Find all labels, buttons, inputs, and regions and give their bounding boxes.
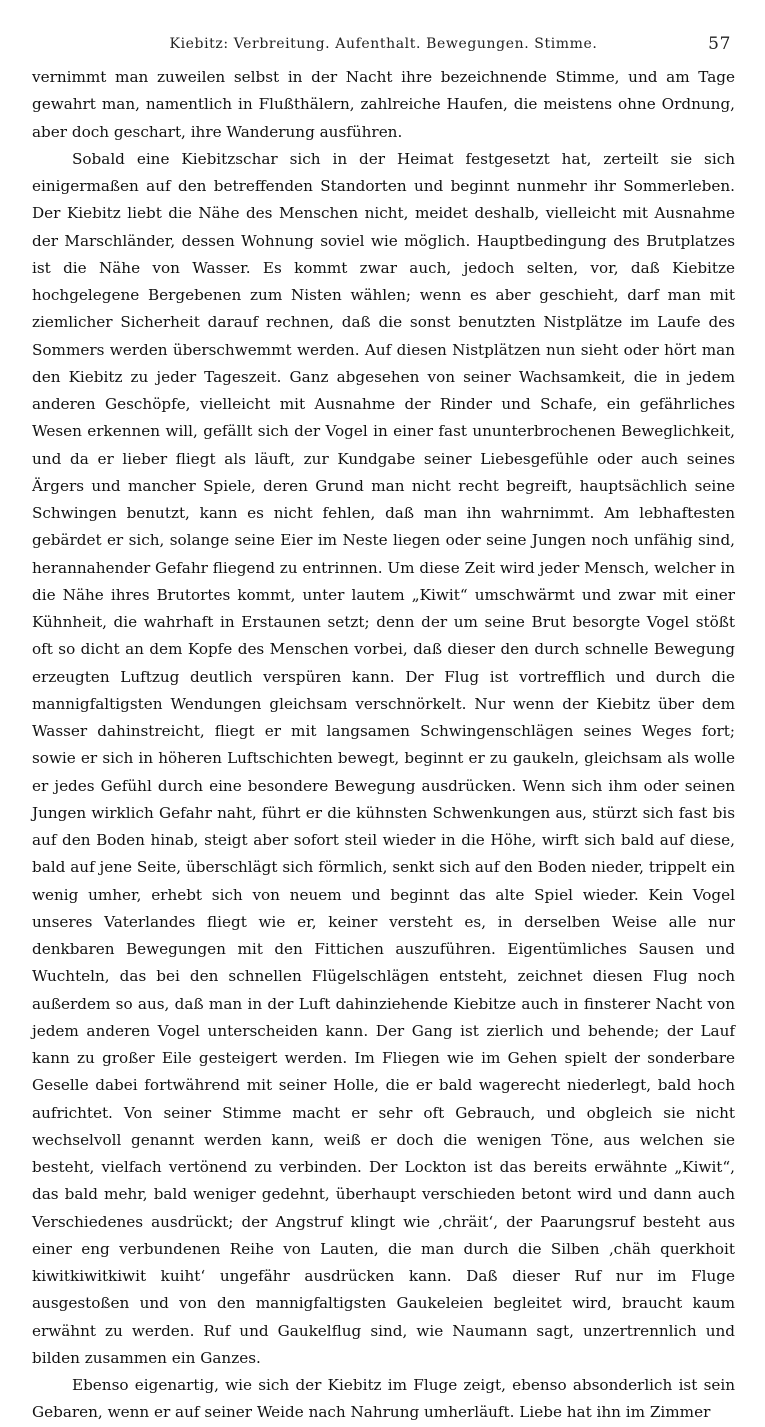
running-head	[32, 32, 735, 58]
paragraph-continuation: vernimmt man zuweilen selbst in der Nacht ihre bezeichnende Stimme, und am Tage gewahrt man, namentlich in Flußthälern, zahlreiche Haufen, die meistens ohne Ordnung, aber doch geschart, ihre Wanderung ausführen.	[32, 68, 735, 141]
running-title: Kiebitz: Verbreitung. Aufenthalt. Bewegungen. Stimme.	[169, 36, 598, 52]
page-number: 57	[708, 34, 731, 54]
body-text	[32, 64, 735, 1427]
paragraph-main: Sobald eine Kiebitzschar sich in der Heimat festgesetzt hat, zerteilt sie sich einigermaßen auf den betreffenden Standorten und beginnt nunmehr ihr Sommerleben. Der Kiebitz liebt die Nähe des Menschen nicht, meidet deshalb, vielleicht mit Ausnahme der Marschländer, dessen Wohnung soviel wie möglich. Hauptbedingung des Brutplatzes ist die Nähe von Wasser. Es kommt zwar auch, jedoch selten, vor, daß Kiebitze hochgelegene Bergebenen zum Nisten wählen; wenn es aber geschieht, darf man mit ziemlicher Sicherheit darauf rechnen, daß die sonst benutzten Nistplätze im Laufe des Sommers werden überschwemmt werden. Auf diesen Nistplätzen nun sieht oder hört man den Kiebitz zu jeder Tageszeit. Ganz abgesehen von seiner Wachsamkeit, die in jedem anderen Geschöpfe, vielleicht mit Ausnahme der Rinder und Schafe, ein gefährliches Wesen erkennen will, gefällt sich der Vogel in einer fast ununterbrochenen Beweglichkeit, und da er lieber fliegt als läuft, zur Kundgabe seiner Liebesgefühle oder auch seines Ärgers und mancher Spiele, deren Grund man nicht recht begreift, hauptsächlich seine Schwingen benutzt, kann es nicht fehlen, daß man ihn wahrnimmt. Am lebhaftesten gebärdet er sich, solange seine Eier im Neste liegen oder seine Jungen noch unfähig sind, herannahender Gefahr fliegend zu entrinnen. Um diese Zeit wird jeder Mensch, welcher in die Nähe ihres Brutortes kommt, unter lautem „Kiwit“ umschwärmt und zwar mit einer Kühnheit, die wahrhaft in Erstaunen setzt; denn der um seine Brut besorgte Vogel stößt oft so dicht an dem Kopfe des Menschen vorbei, daß dieser den durch schnelle Bewegung erzeugten Luftzug deutlich verspüren kann. Der Flug ist vortrefflich und durch die mannigfaltigsten Wendungen gleichsam verschnörkelt. Nur wenn der Kiebitz über dem Wasser dahinstreicht, fliegt er mit langsamen Schwingenschlägen seines Weges fort; sowie er sich in höheren Luftschichten bewegt, beginnt er zu gaukeln, gleichsam als wolle er jedes Gefühl durch eine besondere Bewegung ausdrücken. Wenn sich ihm oder seinen Jungen wirklich Gefahr naht, führt er die kühnsten Schwenkungen aus, stürzt sich fast bis auf den Boden hinab, steigt aber sofort steil wieder in die Höhe, wirft sich bald auf diese, bald auf jene Seite, überschlägt sich förmlich, senkt sich auf den Boden nieder, trippelt ein wenig umher, erhebt sich von neuem und beginnt das alte Spiel wieder. Kein Vogel unseres Vaterlandes fliegt wie er, keiner versteht es, in derselben Weise alle nur denkbaren Bewegungen mit den Fittichen auszuführen. Eigentümliches Sausen und Wuchteln, das bei den schnellen Flügelschlägen entsteht, zeichnet diesen Flug noch außerdem so aus, daß man in der Luft dahinziehende Kiebitze auch in finsterer Nacht von jedem anderen Vogel unterscheiden kann. Der Gang ist zierlich und behende; der Lauf kann zu großer Eile gesteigert werden. Im Fliegen wie im Gehen spielt der sonderbare Geselle dabei fortwährend mit seiner Holle, die er bald wagerecht niederlegt, bald hoch aufrichtet. Von seiner Stimme macht er sehr oft Gebrauch, und obgleich sie nicht wechselvoll genannt werden kann, weiß er doch die wenigen Töne, aus welchen sie besteht, vielfach vertönend zu verbinden. Der Lockton ist das bereits erwähnte „Kiwit“, das bald mehr, bald weniger gedehnt, überhaupt verschieden betont wird und dann auch Verschiedenes ausdrückt; der Angstruf klingt wie ‚chräit‘, der Paarungsruf besteht aus einer eng verbundenen Reihe von Lauten, die man durch die Silben ‚chäh querkhoit kiwitkiwitkiwit kuiht‘ ungefähr ausdrücken kann. Daß dieser Ruf nur im Fluge ausgestoßen und von den mannigfaltigsten Gaukeleien begleitet wird, braucht kaum erwähnt zu werden. Ruf und Gaukelflug sind, wie Naumann sagt, unzertrennlich und bilden zusammen ein Ganzes.	[32, 149, 735, 1367]
paragraph-final: Ebenso eigenartig, wie sich der Kiebitz im Fluge zeigt, ebenso absonderlich ist sein Gebaren, wenn er auf seiner Weide nach Nahrung umherläuft. Liebe hat ihn im Zimmer	[32, 1376, 735, 1422]
